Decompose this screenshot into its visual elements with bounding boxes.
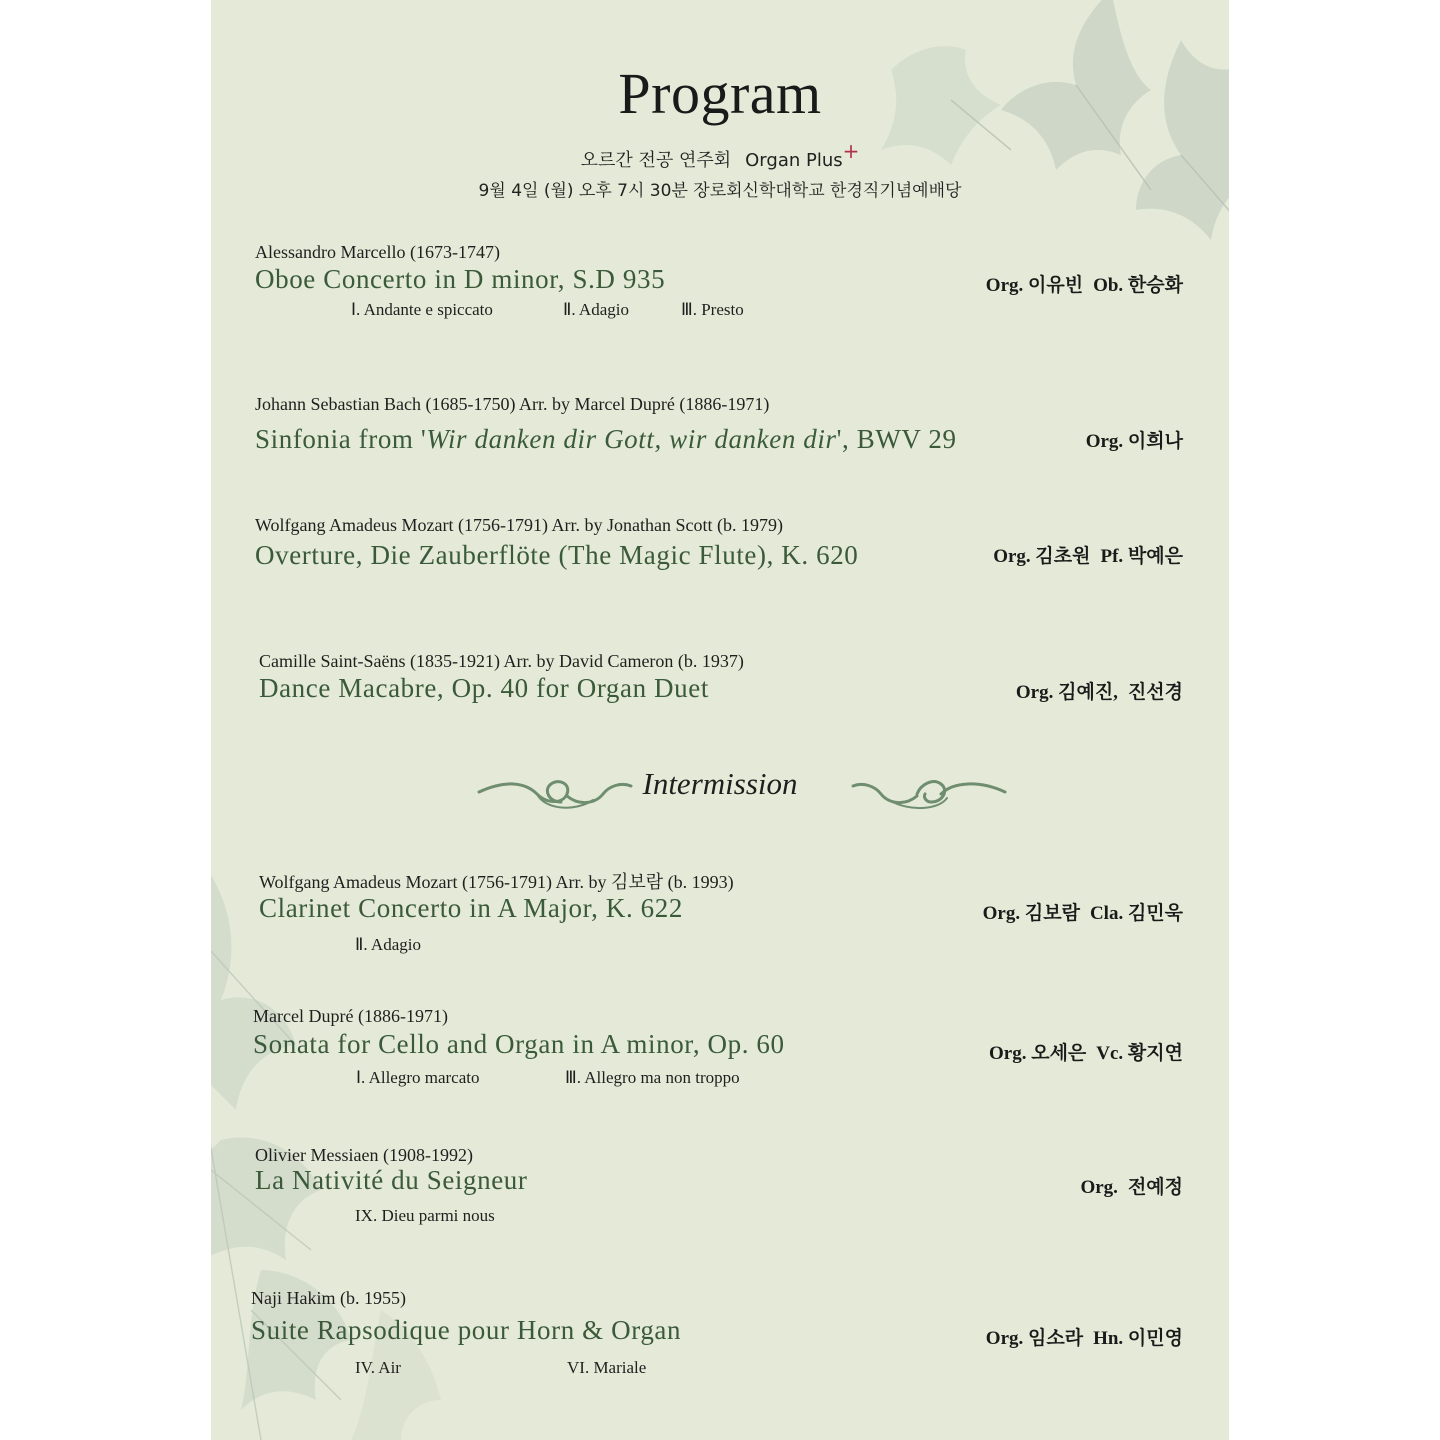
composer-line: Johann Sebastian Bach (1685-1750) Arr. by Marcel Dupré (1886-1971)	[255, 394, 770, 414]
performer: Org. 김초원	[993, 546, 1091, 567]
performer: Hn. 이민영	[1093, 1328, 1183, 1349]
performers	[989, 1038, 1183, 1065]
performer: Org. 임소라	[985, 1328, 1084, 1349]
work-title-prefix: Sinfonia from '	[255, 424, 427, 454]
work-title-italic: Wir danken dir Gott, wir danken dir	[426, 424, 837, 454]
performers	[986, 270, 1183, 297]
movement: Ⅲ. Allegro ma non troppo	[565, 1068, 740, 1087]
work-title: Dance Macabre, Op. 40 for Organ Duet	[259, 673, 709, 703]
page-title: Program	[618, 61, 822, 126]
performer: Org. 김보람	[982, 903, 1080, 924]
leaf-bottom-left-icon	[211, 840, 521, 1440]
ornament-right-icon	[849, 770, 1009, 814]
movement: Ⅱ. Adagio	[355, 935, 421, 954]
composer-line: Wolfgang Amadeus Mozart (1756-1791) Arr. by Jonathan Scott (b. 1979)	[255, 515, 783, 535]
performers	[1080, 1172, 1183, 1199]
intermission-label: Intermission	[642, 766, 798, 801]
composer-line: Marcel Dupré (1886-1971)	[253, 1006, 448, 1026]
performer: Ob. 한승화	[1093, 275, 1183, 296]
date-venue: 9월 4일 (월) 오후 7시 30분 장로회신학대학교 한경직기념예배당	[478, 181, 962, 201]
performers	[1016, 677, 1183, 704]
movement: Ⅲ. Presto	[681, 300, 744, 319]
performer: 전예정	[1127, 1177, 1183, 1198]
composer-line: Camille Saint-Saëns (1835-1921) Arr. by David Cameron (b. 1937)	[259, 651, 744, 671]
movement: IX. Dieu parmi nous	[355, 1206, 495, 1225]
composer-line: Wolfgang Amadeus Mozart (1756-1791) Arr. by 김보람 (b. 1993)	[259, 872, 734, 892]
work-title: La Nativité du Seigneur	[255, 1165, 528, 1195]
work-title: Sonata for Cello and Organ in A minor, Op. 60	[253, 1029, 785, 1059]
work-title: Clarinet Concerto in A Major, K. 622	[259, 893, 683, 923]
composer-line: Olivier Messiaen (1908-1992)	[255, 1145, 473, 1165]
performers	[993, 541, 1183, 568]
performer: Org. 김예진,	[1015, 682, 1118, 703]
series-name: Organ Plus	[745, 150, 843, 171]
performer: Org. 이유빈	[985, 275, 1084, 296]
concert-name: 오르간 전공 연주회	[580, 150, 732, 171]
performer: Org. 오세은	[989, 1043, 1087, 1064]
work-title: Overture, Die Zauberflöte (The Magic Flute), K. 620	[255, 540, 859, 570]
movement: Ⅱ. Adagio	[563, 300, 629, 319]
performer: Org. 이희나	[1085, 431, 1183, 452]
performer: Cla. 김민욱	[1089, 903, 1183, 924]
concert-subtitle	[211, 139, 1229, 172]
performer: 진선경	[1127, 682, 1183, 703]
work-title-suffix: ', BWV 29	[836, 424, 957, 454]
movement: Ⅰ. Allegro marcato	[356, 1068, 480, 1087]
performers	[986, 1323, 1183, 1350]
composer-line: Alessandro Marcello (1673-1747)	[255, 242, 500, 262]
performers	[1086, 426, 1183, 453]
program-page	[211, 0, 1229, 1440]
work-title: Suite Rapsodique pour Horn & Organ	[251, 1315, 682, 1345]
movement: IV. Air	[355, 1358, 401, 1377]
plus-mark: +	[842, 139, 860, 163]
work-title: Oboe Concerto in D minor, S.D 935	[255, 264, 666, 294]
performers	[983, 898, 1183, 925]
performer: Vc. 황지연	[1096, 1043, 1183, 1064]
movement: VI. Mariale	[567, 1358, 647, 1377]
work-title	[255, 424, 957, 455]
movement: Ⅰ. Andante e spiccato	[351, 300, 493, 319]
performer: Org.	[1080, 1177, 1118, 1198]
composer-line: Naji Hakim (b. 1955)	[251, 1288, 406, 1308]
performer: Pf. 박예은	[1100, 546, 1183, 567]
